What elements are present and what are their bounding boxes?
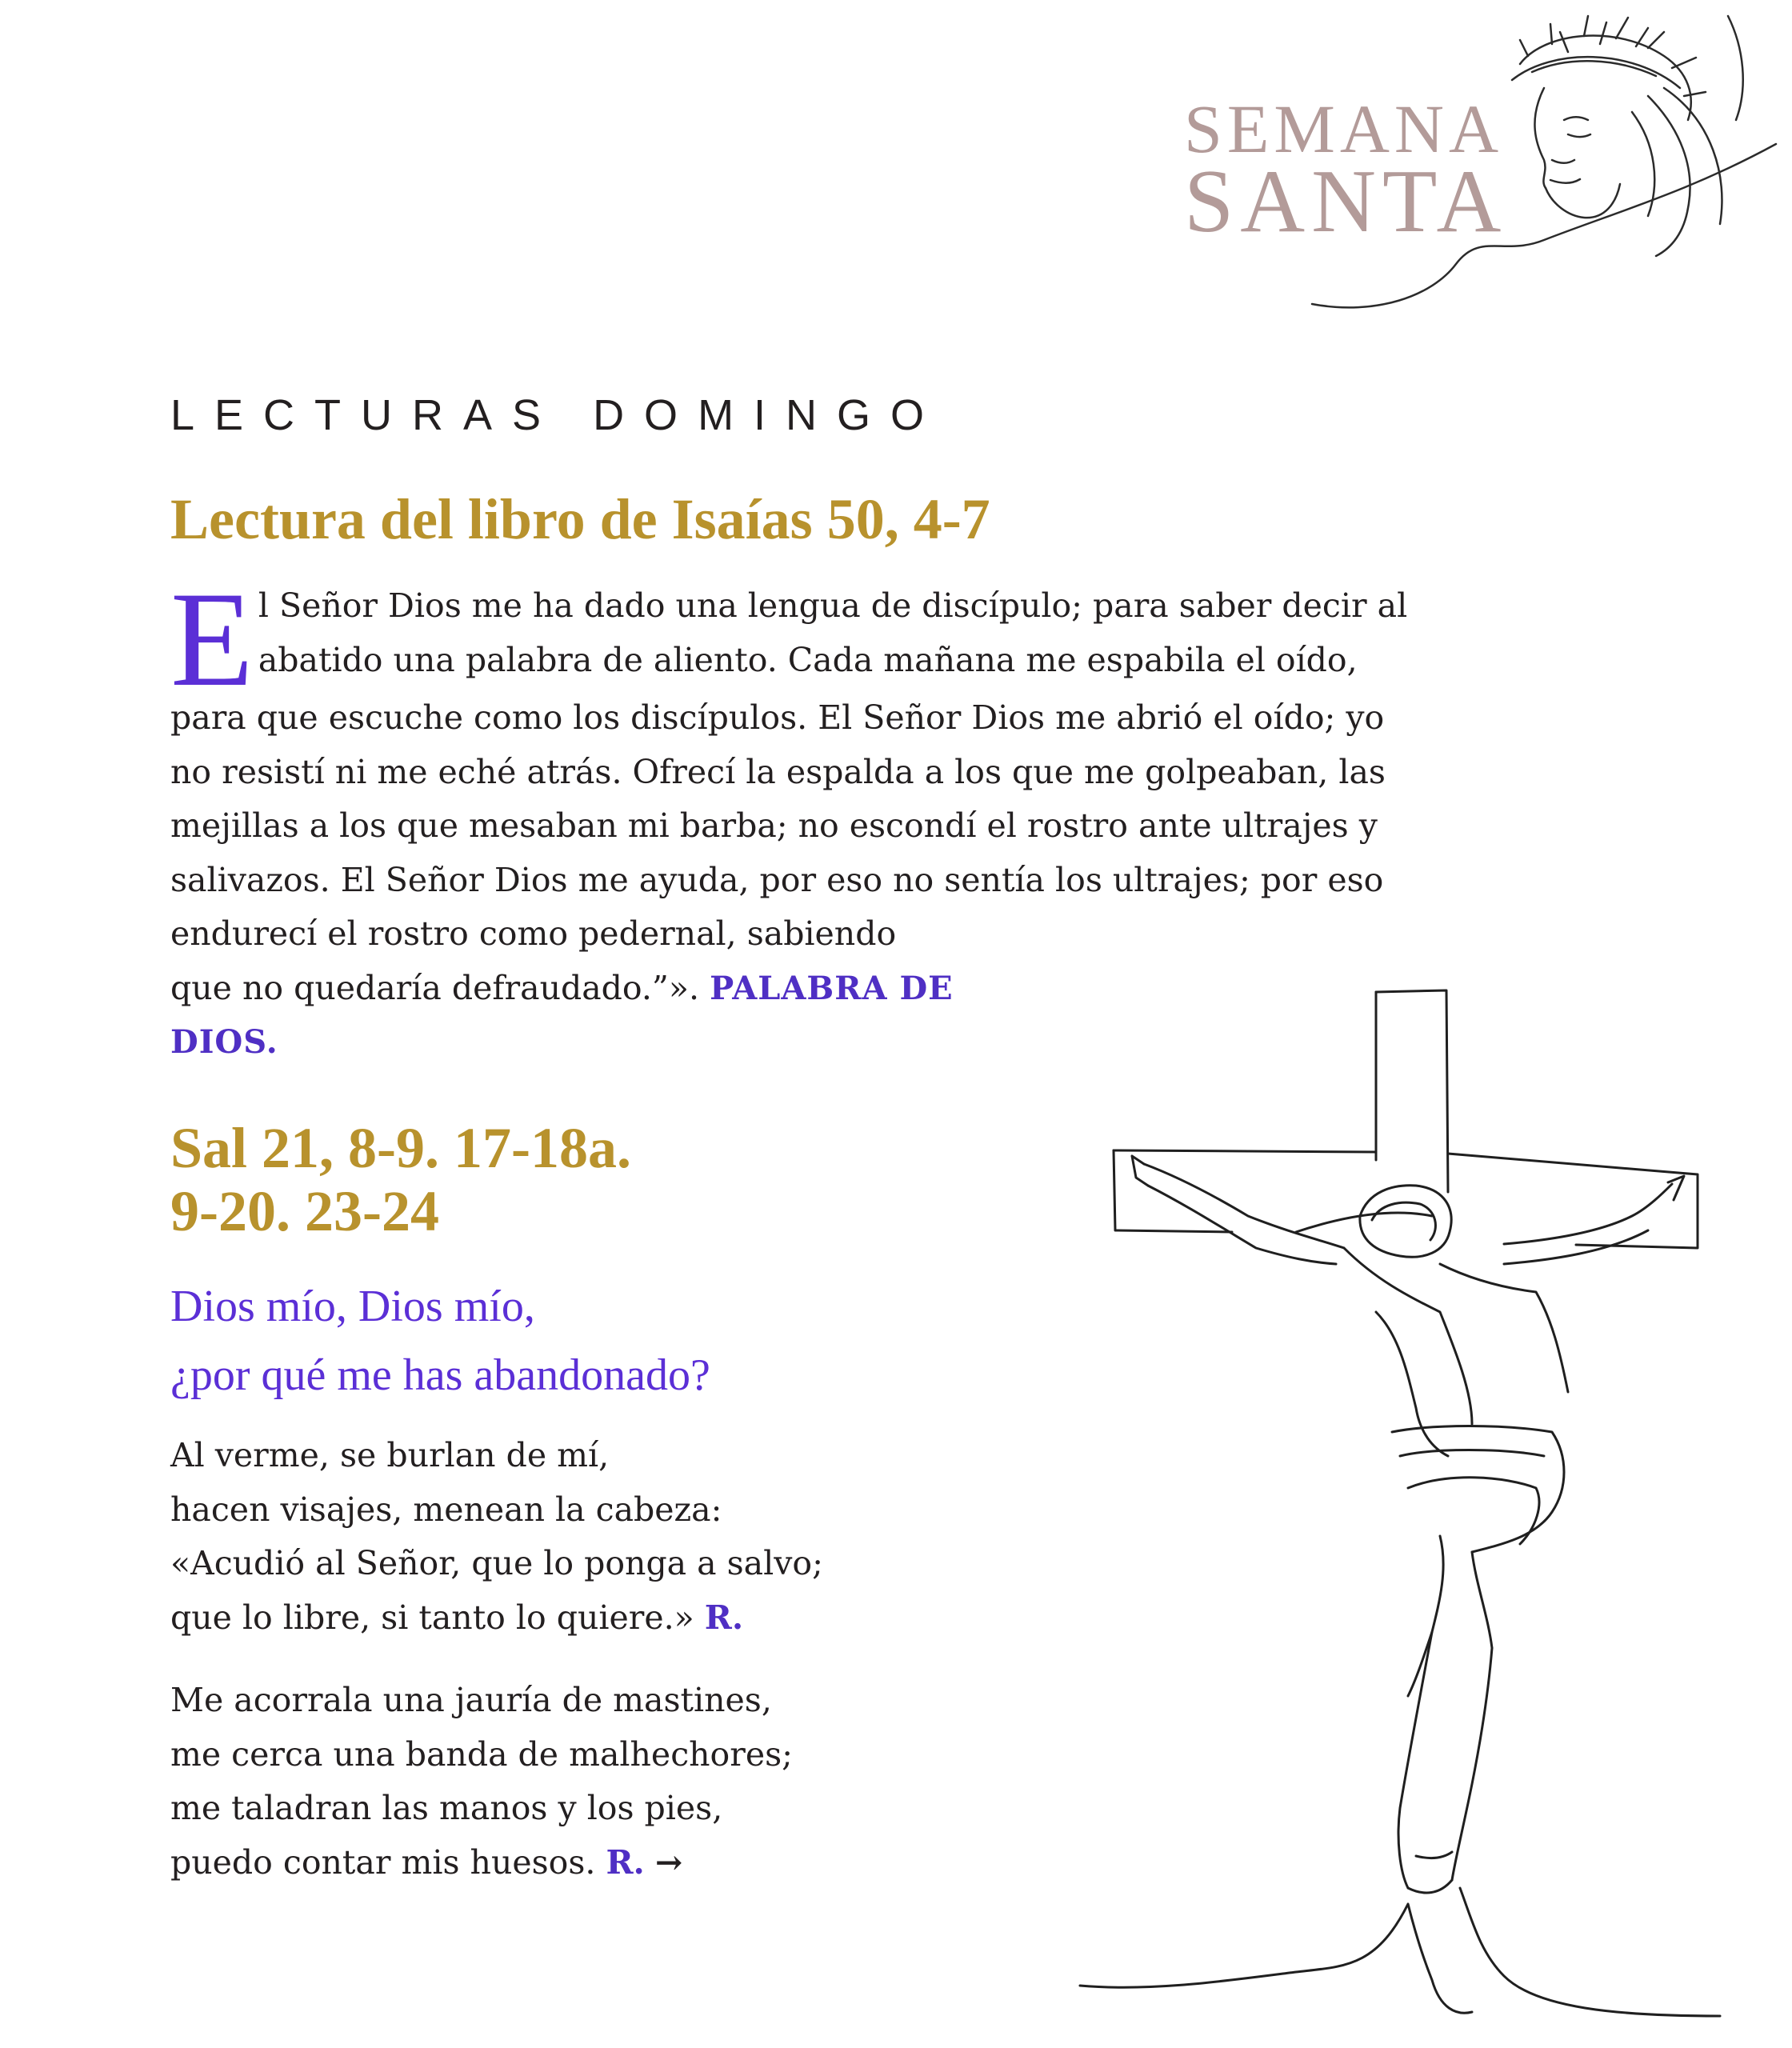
reading-line: salivazos. El Señor Dios me ayuda, por eso no sentía los ultrajes; por eso: [170, 860, 1384, 899]
section-label: LECTURAS DOMINGO: [170, 391, 945, 439]
reading-line: mejillas a los que mesaban mi barba; no escondí el rostro ante ultrajes y: [170, 806, 1378, 845]
psalm-title: [170, 1117, 631, 1243]
continue-arrow-icon[interactable]: →: [654, 1842, 683, 1882]
reading-line: para que escuche como los discípulos. El Señor Dios me abrió el oído; yo: [170, 698, 1385, 737]
drop-cap: E: [170, 564, 254, 714]
logo-text-semana: SEMANA: [1184, 90, 1504, 167]
logo-text-santa: SANTA: [1184, 152, 1508, 251]
reading-line: endurecí el rostro como pedernal, sabiendo: [170, 914, 897, 953]
crucifix-line-art-icon: [1056, 976, 1744, 2032]
reading-line: abatido una palabra de aliento. Cada mañana me espabila el oído,: [258, 640, 1358, 679]
stanza-line: que lo libre, si tanto lo quiere.»: [170, 1598, 694, 1637]
semana-santa-logo: [1168, 0, 1792, 320]
reading-title: Lectura del libro de Isaías 50, 4-7: [170, 487, 990, 551]
reading-line: l Señor Dios me ha dado una lengua de discípulo; para saber decir al: [258, 586, 1408, 625]
stanza-line: puedo contar mis huesos.: [170, 1842, 596, 1882]
psalm-stanza-2: [170, 1674, 793, 1890]
response-line1: Dios mío, Dios mío,: [170, 1282, 535, 1331]
reading-line: no resistí ni me eché atrás. Ofrecí la espalda a los que me golpeaban, las: [170, 752, 1386, 791]
reading-line: que no quedaría defraudado.”».: [170, 968, 700, 1007]
psalm-stanza-1: [170, 1429, 823, 1645]
stanza-line: hacen visajes, menean la cabeza:: [170, 1490, 722, 1529]
psalm-response: [170, 1272, 710, 1410]
response-line2: ¿por qué me has abandonado?: [170, 1350, 710, 1400]
stanza-line: Al verme, se burlan de mí,: [170, 1436, 610, 1474]
stanza-line: me cerca una banda de malhechores;: [170, 1734, 793, 1774]
stanza-line-last: [170, 1591, 823, 1646]
palabra-de-dios-a: PALABRA DE: [710, 969, 954, 1007]
stanza-line: me taladran las manos y los pies,: [170, 1789, 723, 1827]
response-mark: R.: [606, 1842, 645, 1882]
stanza-line: «Acudió al Señor, que lo ponga a salvo;: [170, 1544, 823, 1582]
palabra-de-dios-b: DIOS.: [170, 1023, 278, 1061]
psalm-title-line1: Sal 21, 8-9. 17-18a.: [170, 1116, 631, 1180]
response-mark: R.: [704, 1598, 744, 1637]
psalm-title-line2: 9-20. 23-24: [170, 1179, 439, 1244]
stanza-line-last: [170, 1836, 793, 1890]
stanza-line: Me acorrala una jauría de mastines,: [170, 1681, 772, 1719]
